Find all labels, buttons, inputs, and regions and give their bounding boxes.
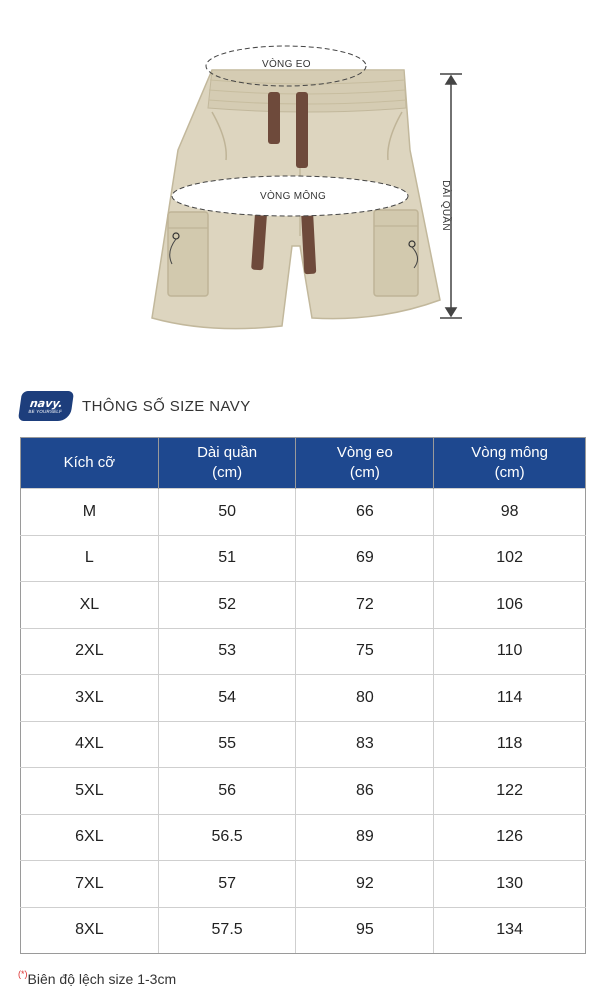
size-cell: 5XL: [21, 768, 159, 815]
size-chart-header: [20, 390, 251, 422]
left-cargo-pocket: [168, 212, 208, 296]
length-cell: 51: [158, 535, 296, 582]
waist-cell: 92: [296, 861, 434, 908]
length-cell: 56: [158, 768, 296, 815]
hip-label: VÒNG MÔNG: [260, 191, 327, 202]
waist-cell: 66: [296, 489, 434, 536]
size-cell: 8XL: [21, 907, 159, 954]
length-cell: 50: [158, 489, 296, 536]
logo-tagline: BE YOURSELF: [28, 408, 63, 414]
navy-logo: [18, 391, 74, 421]
belt-strap-left: [268, 92, 280, 144]
length-cell: 56.5: [158, 814, 296, 861]
size-cell: 7XL: [21, 861, 159, 908]
table-row: [21, 721, 586, 768]
footnote-mark: (*): [18, 969, 28, 979]
length-cell: 57.5: [158, 907, 296, 954]
length-label: DÀI QUẦN: [439, 180, 451, 231]
size-cell: 4XL: [21, 721, 159, 768]
hip-cell: 110: [434, 628, 586, 675]
table-row: [21, 768, 586, 815]
logo-wordmark: navy.: [29, 396, 64, 410]
column-header-length: Dài quần (cm): [158, 438, 296, 489]
table-row: [21, 535, 586, 582]
length-cell: 55: [158, 721, 296, 768]
waist-cell: 89: [296, 814, 434, 861]
size-cell: 6XL: [21, 814, 159, 861]
cargo-shorts-drawing: [0, 0, 600, 360]
table-row: [21, 907, 586, 954]
footnote-text: Biên độ lệch size 1-3cm: [27, 971, 177, 987]
hip-cell: 122: [434, 768, 586, 815]
table-row: [21, 675, 586, 722]
hip-cell: 130: [434, 861, 586, 908]
size-cell: XL: [21, 582, 159, 629]
column-header-hip: Vòng mông (cm): [434, 438, 586, 489]
hip-cell: 126: [434, 814, 586, 861]
hip-cell: 98: [434, 489, 586, 536]
belt-strap-right: [296, 92, 308, 168]
hip-cell: 114: [434, 675, 586, 722]
length-cell: 54: [158, 675, 296, 722]
column-header-size: Kích cỡ: [21, 438, 159, 489]
hip-cell: 118: [434, 721, 586, 768]
waist-cell: 72: [296, 582, 434, 629]
length-cell: 57: [158, 861, 296, 908]
size-cell: L: [21, 535, 159, 582]
column-header-waist: Vòng eo (cm): [296, 438, 434, 489]
waist-cell: 80: [296, 675, 434, 722]
right-cargo-pocket: [374, 210, 418, 296]
table-header-row: [21, 438, 586, 489]
length-cell: 53: [158, 628, 296, 675]
length-cell: 52: [158, 582, 296, 629]
waist-cell: 83: [296, 721, 434, 768]
size-cell: M: [21, 489, 159, 536]
hip-cell: 106: [434, 582, 586, 629]
waist-cell: 69: [296, 535, 434, 582]
table-row: [21, 582, 586, 629]
table-row: [21, 814, 586, 861]
hip-cell: 102: [434, 535, 586, 582]
product-illustration: [0, 0, 600, 360]
size-chart-title: THÔNG SỐ SIZE NAVY: [82, 397, 251, 415]
size-cell: 3XL: [21, 675, 159, 722]
waist-cell: 75: [296, 628, 434, 675]
size-table: [20, 437, 586, 954]
hip-cell: 134: [434, 907, 586, 954]
waist-cell: 86: [296, 768, 434, 815]
size-cell: 2XL: [21, 628, 159, 675]
size-deviation-note: [18, 971, 176, 987]
table-row: [21, 861, 586, 908]
table-row: [21, 489, 586, 536]
table-row: [21, 628, 586, 675]
waist-cell: 95: [296, 907, 434, 954]
waist-label: VÒNG EO: [262, 59, 311, 70]
